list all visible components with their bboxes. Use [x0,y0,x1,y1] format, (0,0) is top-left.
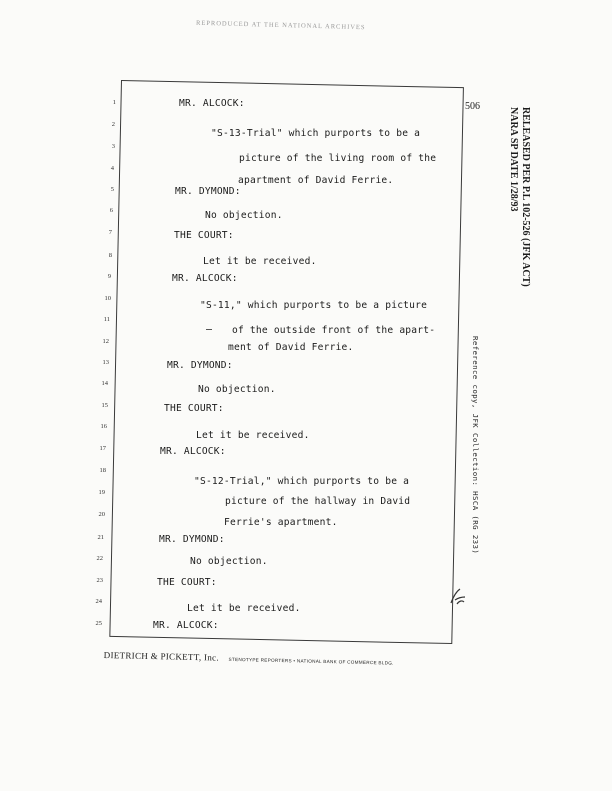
reference-copy-note: Reference copy, JFK Collection: HSCA (RG 233) [471,336,480,555]
line-number: 2 [111,121,115,128]
transcript-line: THE COURT: [174,230,234,241]
line-number: 22 [96,555,103,562]
transcript-line: picture of the hallway in David [225,496,411,507]
transcript-line: ment of David Ferrie. [228,342,354,353]
line-number: 7 [108,229,112,236]
transcript-line: No objection. [190,556,268,567]
transcript-line: Let it be received. [187,603,301,614]
line-number: 19 [98,489,105,496]
line-number: 13 [102,359,109,366]
line-number: 14 [101,380,108,387]
transcript-line: Ferrie's apartment. [224,517,338,528]
release-stamp-line-1: RELEASED PER P.L 102-526 (JFK ACT) [520,107,531,287]
line-number: 17 [99,445,106,452]
line-number: 23 [96,577,103,584]
transcript-line: MR. ALCOCK: [172,273,238,284]
transcript-line: Let it be received. [196,430,310,441]
line-number: 4 [110,165,114,172]
line-number: 18 [99,467,106,474]
line-number: 6 [109,207,113,214]
initials-mark [448,585,468,607]
transcript-line: MR. DYMOND: [167,360,233,371]
line-number: 15 [101,402,108,409]
transcript-line: of the outside front of the apart- [232,325,436,336]
transcript-line: MR. ALCOCK: [153,620,219,631]
transcript-line: MR. ALCOCK: [179,98,245,109]
transcript-line: MR. DYMOND: [175,186,241,197]
transcript-line: MR. ALCOCK: [160,446,226,457]
reporter-tagline: STENOTYPE REPORTERS • NATIONAL BANK OF COMMERCE BLDG. [228,656,394,666]
line-number: 9 [107,273,111,280]
line-number: 10 [104,295,111,302]
transcript-frame [109,80,464,644]
line-number: 16 [100,423,107,430]
transcript-line: THE COURT: [157,577,217,588]
reporter-firm: DIETRICH & PICKETT, Inc. [103,649,220,663]
archives-stamp: REPRODUCED AT THE NATIONAL ARCHIVES [195,19,366,32]
line-number: 5 [110,186,114,193]
transcript-line: "S-11," which purports to be a picture [200,300,428,311]
margin-mark [206,329,212,330]
transcript-line: picture of the living room of the [239,153,437,164]
line-number: 1 [112,99,116,106]
transcript-line: "S-12-Trial," which purports to be a [194,476,410,487]
line-number: 20 [98,511,105,518]
transcript-line: MR. DYMOND: [159,534,225,545]
release-stamp [507,107,531,287]
line-number: 11 [103,316,110,323]
reporter-footer [104,643,444,670]
release-stamp-line-2: NARA SP DATE 1/28/93 [508,107,519,212]
transcript-line: "S-13-Trial" which purports to be a [211,128,421,139]
transcript-line: No objection. [198,384,276,395]
line-number: 24 [95,598,102,605]
line-number: 8 [108,252,112,259]
line-number: 3 [111,143,115,150]
transcript-line: THE COURT: [164,403,224,414]
line-number: 21 [97,534,104,541]
line-number: 25 [95,620,102,627]
line-number: 12 [102,338,109,345]
transcript-line: apartment of David Ferrie. [238,175,394,186]
transcript-line: Let it be received. [203,256,317,267]
transcript-line: No objection. [205,210,283,221]
page-number: 506 [465,101,480,112]
